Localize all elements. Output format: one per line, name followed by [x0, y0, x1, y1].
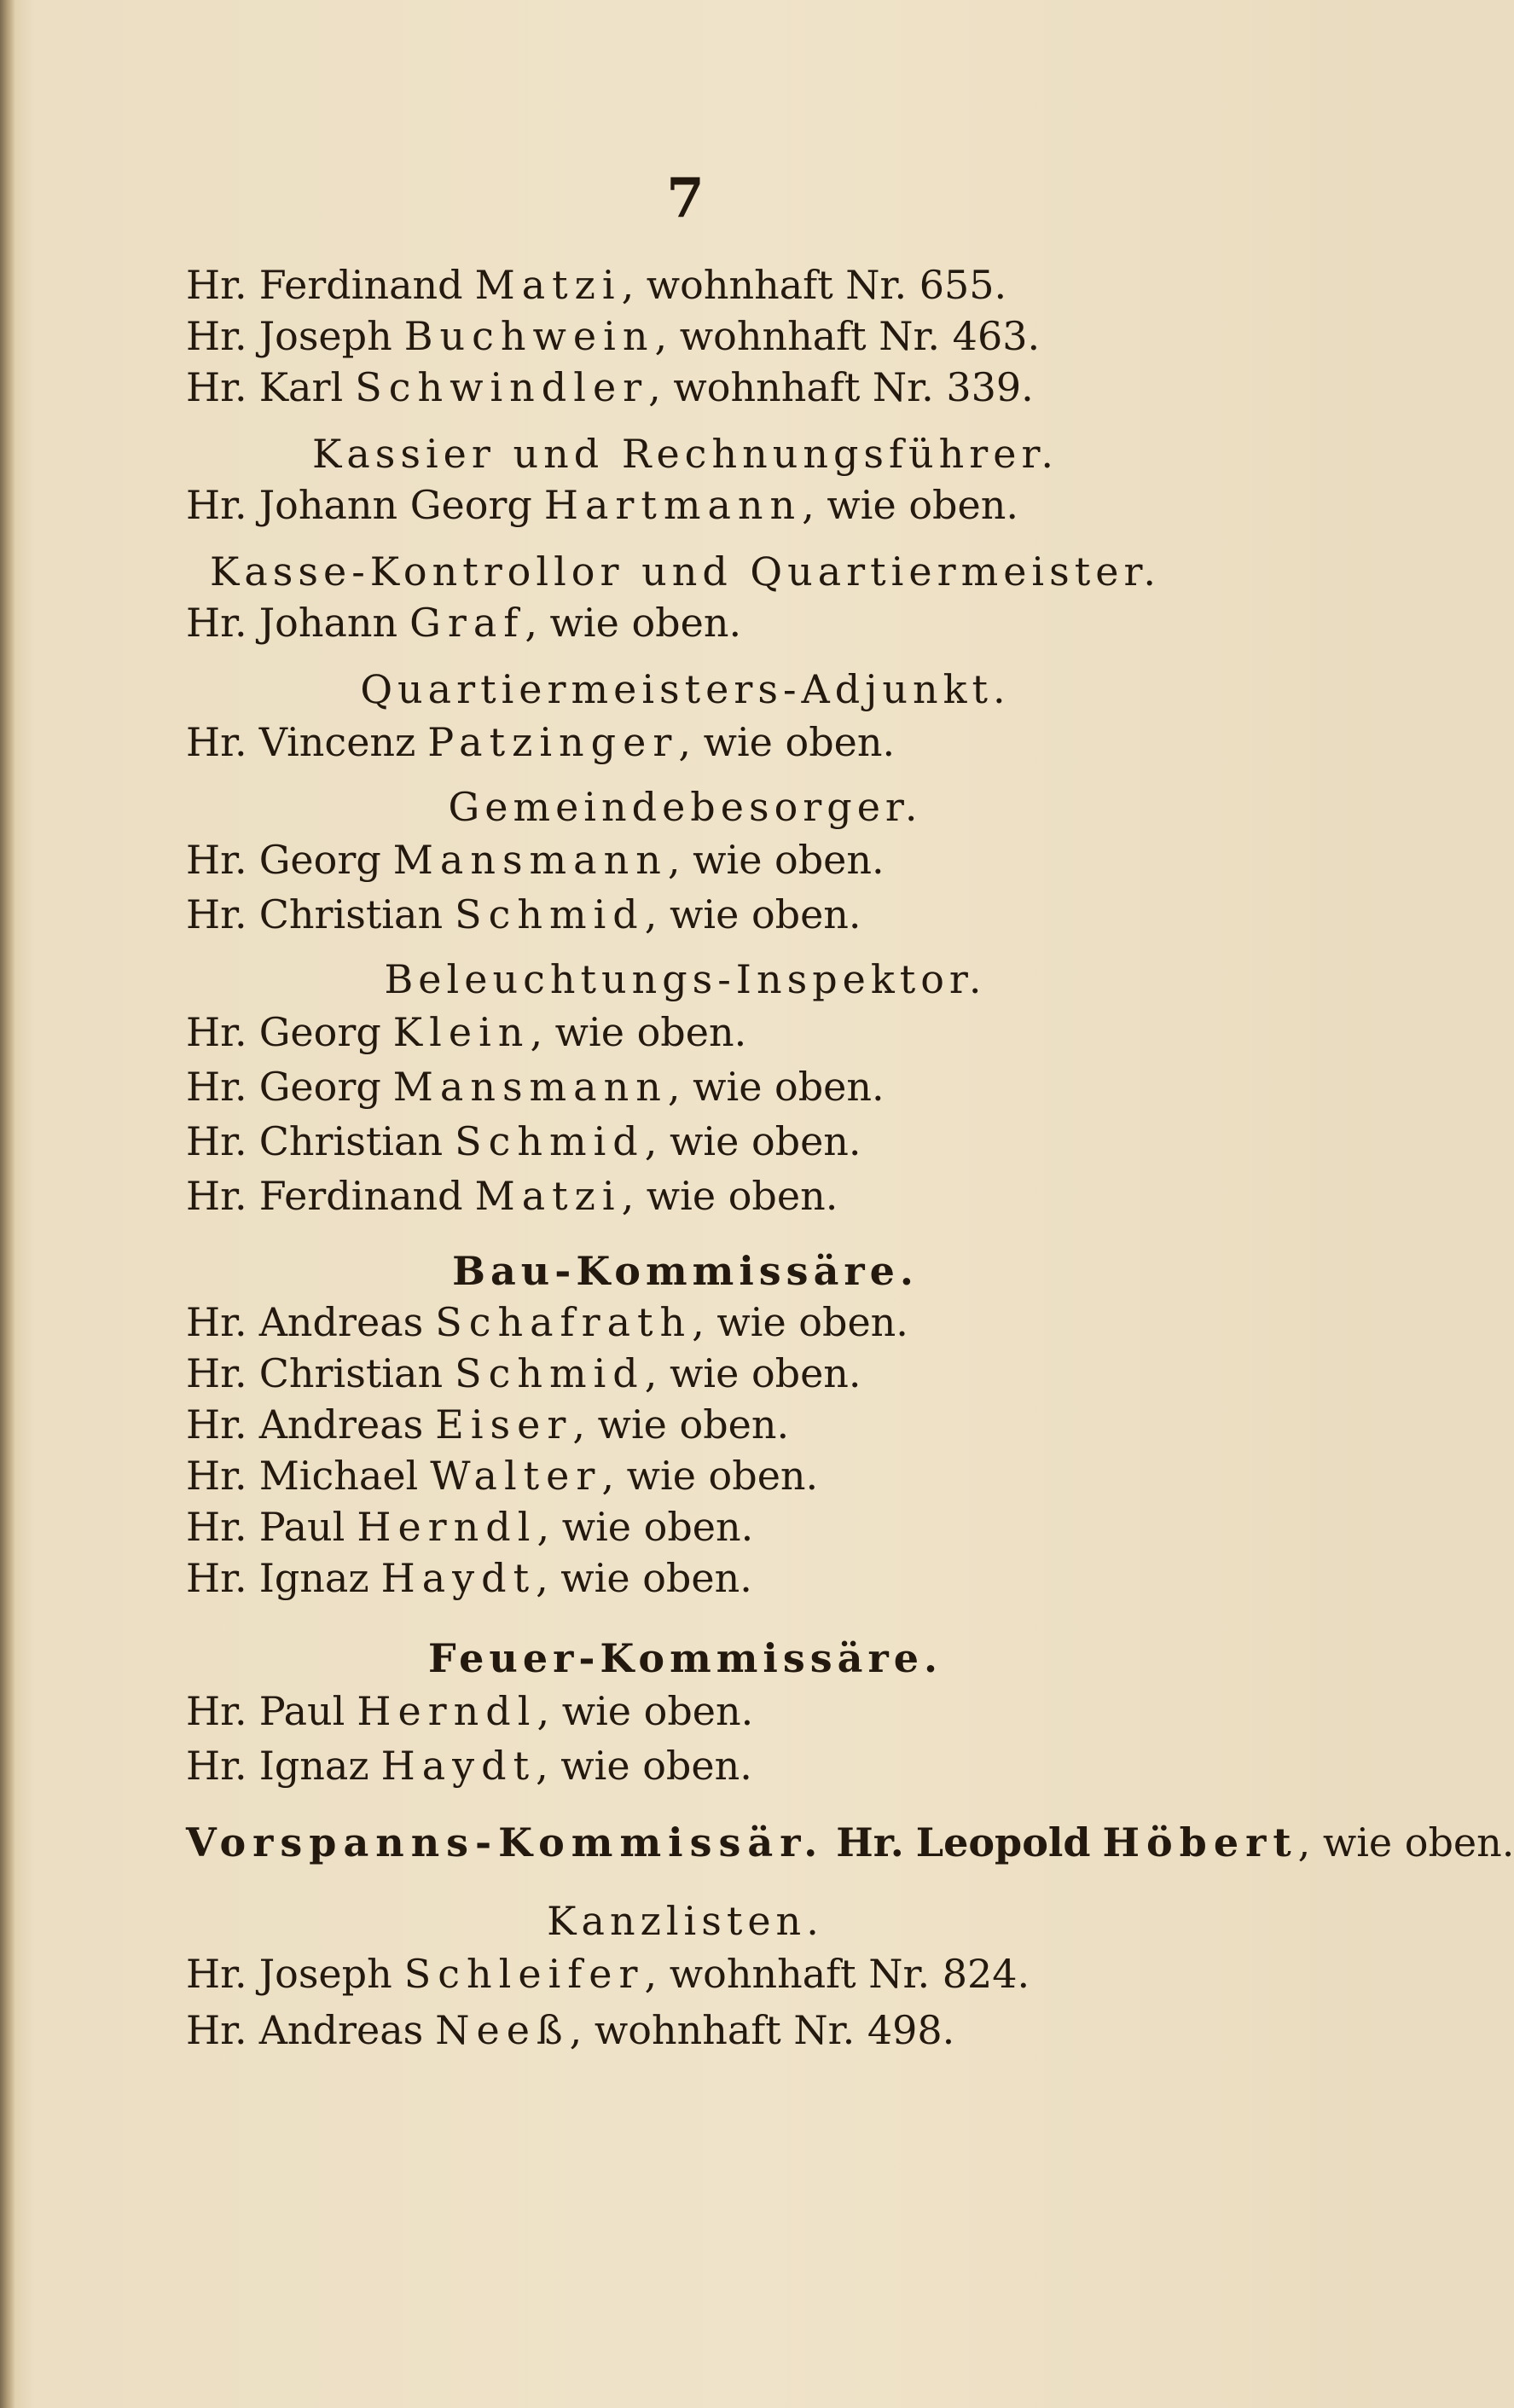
surname: Schmid [455, 1118, 645, 1164]
address: , wie oben. [692, 1299, 908, 1345]
honorific: Hr. [186, 1688, 247, 1734]
list-item [186, 1007, 746, 1058]
address: , wohnhaft Nr. 498. [569, 2007, 955, 2053]
address: , wie oben. [667, 837, 885, 883]
section-heading-kasse-kontrollor: Kasse-Kontrollor und Quartiermeister. [209, 548, 1162, 595]
address: , wohnhaft Nr. 655. [621, 262, 1007, 308]
address: , wohnhaft Nr. 824. [644, 1951, 1030, 1997]
given-name: Joseph [258, 313, 392, 359]
surname: Mansmann [392, 1064, 668, 1110]
section-heading-quartiermeister-adjunkt: Quartiermeisters-Adjunkt. [360, 666, 1011, 712]
address: , wie oben. [802, 482, 1018, 528]
list-item [186, 1297, 908, 1348]
list-item [186, 1552, 752, 1604]
surname: Schmid [455, 1350, 645, 1396]
list-item [186, 834, 885, 885]
list-item [186, 1061, 885, 1112]
surname: Matzi [474, 262, 622, 308]
surname: Schmid [455, 891, 645, 937]
address: , wie oben. [667, 1064, 885, 1110]
given-name: Christian [258, 891, 444, 937]
honorific: Hr. [186, 891, 247, 937]
given-name: Ignaz [258, 1555, 369, 1601]
section-heading-feuer-kommissaere: Feuer-Kommissäre. [427, 1635, 943, 1681]
surname: Graf [409, 600, 525, 646]
surname: Patzinger [427, 719, 679, 765]
surname: Buchwein [403, 313, 655, 359]
address: , wie oben. [601, 1453, 819, 1499]
given-name: Ferdinand [258, 262, 463, 308]
list-item [186, 1348, 861, 1399]
given-name: Michael [258, 1453, 419, 1499]
surname: Herndl [357, 1504, 537, 1550]
honorific: Hr. [186, 364, 247, 410]
honorific: Hr. [186, 1064, 247, 1110]
given-name: Joseph [258, 1951, 392, 1997]
given-name: Georg [258, 1009, 381, 1055]
surname: Mansmann [392, 837, 668, 883]
page-edge-shadow [0, 0, 15, 2408]
given-name: Vincenz [258, 719, 416, 765]
list-item [186, 362, 1034, 413]
honorific: Hr. [836, 1819, 904, 1865]
honorific: Hr. [186, 1504, 247, 1550]
given-name: Leopold [915, 1819, 1091, 1865]
address: , wie oben. [530, 1009, 747, 1055]
list-item [186, 1450, 818, 1501]
surname: Matzi [474, 1173, 622, 1219]
list-item [186, 479, 1018, 531]
address: , wie oben. [536, 1555, 752, 1601]
given-name: Christian [258, 1118, 444, 1164]
given-name: Georg [258, 837, 381, 883]
address: , wie oben. [537, 1688, 754, 1734]
list-item [186, 1740, 752, 1791]
given-name: Christian [258, 1350, 444, 1396]
honorific: Hr. [186, 600, 247, 646]
given-name: Andreas [258, 2007, 424, 2053]
address: , wohnhaft Nr. 339. [648, 364, 1034, 410]
list-item [186, 2005, 954, 2056]
section-heading-kanzlisten: Kanzlisten. [547, 1898, 824, 1944]
surname: Schleifer [403, 1951, 645, 1997]
address: , wie oben. [644, 891, 861, 937]
honorific: Hr. [186, 2007, 247, 2053]
vorspann-label: Vorspanns-Kommissär. [186, 1819, 825, 1865]
given-name: Andreas [258, 1299, 424, 1345]
list-item [186, 717, 895, 768]
surname: Höbert [1102, 1819, 1298, 1865]
page-number: 7 [666, 166, 705, 230]
honorific: Hr. [186, 1555, 247, 1601]
list-item [186, 1501, 753, 1552]
list-item [186, 597, 741, 648]
address: , wie oben. [644, 1350, 861, 1396]
address: , wie oben. [536, 1743, 752, 1789]
surname: Eiser [435, 1401, 573, 1448]
address: , wie oben. [621, 1173, 838, 1219]
honorific: Hr. [186, 262, 247, 308]
vorspann-line [186, 1817, 1514, 1868]
surname: Herndl [357, 1688, 537, 1734]
honorific: Hr. [186, 1009, 247, 1055]
surname: Neeß [435, 2007, 570, 2053]
address: , wie oben. [1297, 1819, 1514, 1865]
list-item [186, 1116, 861, 1167]
honorific: Hr. [186, 1350, 247, 1396]
honorific: Hr. [186, 1299, 247, 1345]
address: , wie oben. [678, 719, 896, 765]
list-item [186, 310, 1040, 362]
list-item [186, 259, 1006, 310]
honorific: Hr. [186, 313, 247, 359]
surname: Klein [392, 1009, 531, 1055]
address: , wie oben. [537, 1504, 754, 1550]
section-heading-kassier: Kassier und Rechnungsführer. [311, 431, 1059, 477]
list-item [186, 1686, 753, 1737]
given-name: Johann [258, 600, 398, 646]
given-name: Ignaz [258, 1743, 369, 1789]
given-name: Karl [258, 364, 344, 410]
list-item [186, 889, 861, 940]
section-heading-gemeindebesorger: Gemeindebesorger. [448, 784, 923, 830]
honorific: Hr. [186, 482, 247, 528]
given-name: Andreas [258, 1401, 424, 1448]
surname: Hartmann [543, 482, 803, 528]
given-name: Johann Georg [258, 482, 532, 528]
address: , wie oben. [644, 1118, 861, 1164]
honorific: Hr. [186, 1453, 247, 1499]
list-item [186, 1170, 838, 1221]
given-name: Paul [258, 1688, 345, 1734]
honorific: Hr. [186, 1743, 247, 1789]
honorific: Hr. [186, 1951, 247, 1997]
surname: Haydt [380, 1743, 537, 1789]
surname: Schwindler [355, 364, 649, 410]
section-heading-beleuchtungs-inspektor: Beleuchtungs-Inspektor. [384, 956, 987, 1002]
honorific: Hr. [186, 837, 247, 883]
honorific: Hr. [186, 1118, 247, 1164]
surname: Haydt [380, 1555, 537, 1601]
honorific: Hr. [186, 1401, 247, 1448]
honorific: Hr. [186, 1173, 247, 1219]
list-item [186, 1948, 1030, 1999]
address: , wie oben. [572, 1401, 790, 1448]
surname: Walter [430, 1453, 602, 1499]
given-name: Ferdinand [258, 1173, 463, 1219]
section-heading-bau-kommissaere: Bau-Kommissäre. [452, 1248, 919, 1294]
address: , wohnhaft Nr. 463. [654, 313, 1041, 359]
surname: Schafrath [435, 1299, 693, 1345]
address: , wie oben. [525, 600, 742, 646]
honorific: Hr. [186, 719, 247, 765]
given-name: Paul [258, 1504, 345, 1550]
list-item [186, 1399, 789, 1450]
given-name: Georg [258, 1064, 381, 1110]
